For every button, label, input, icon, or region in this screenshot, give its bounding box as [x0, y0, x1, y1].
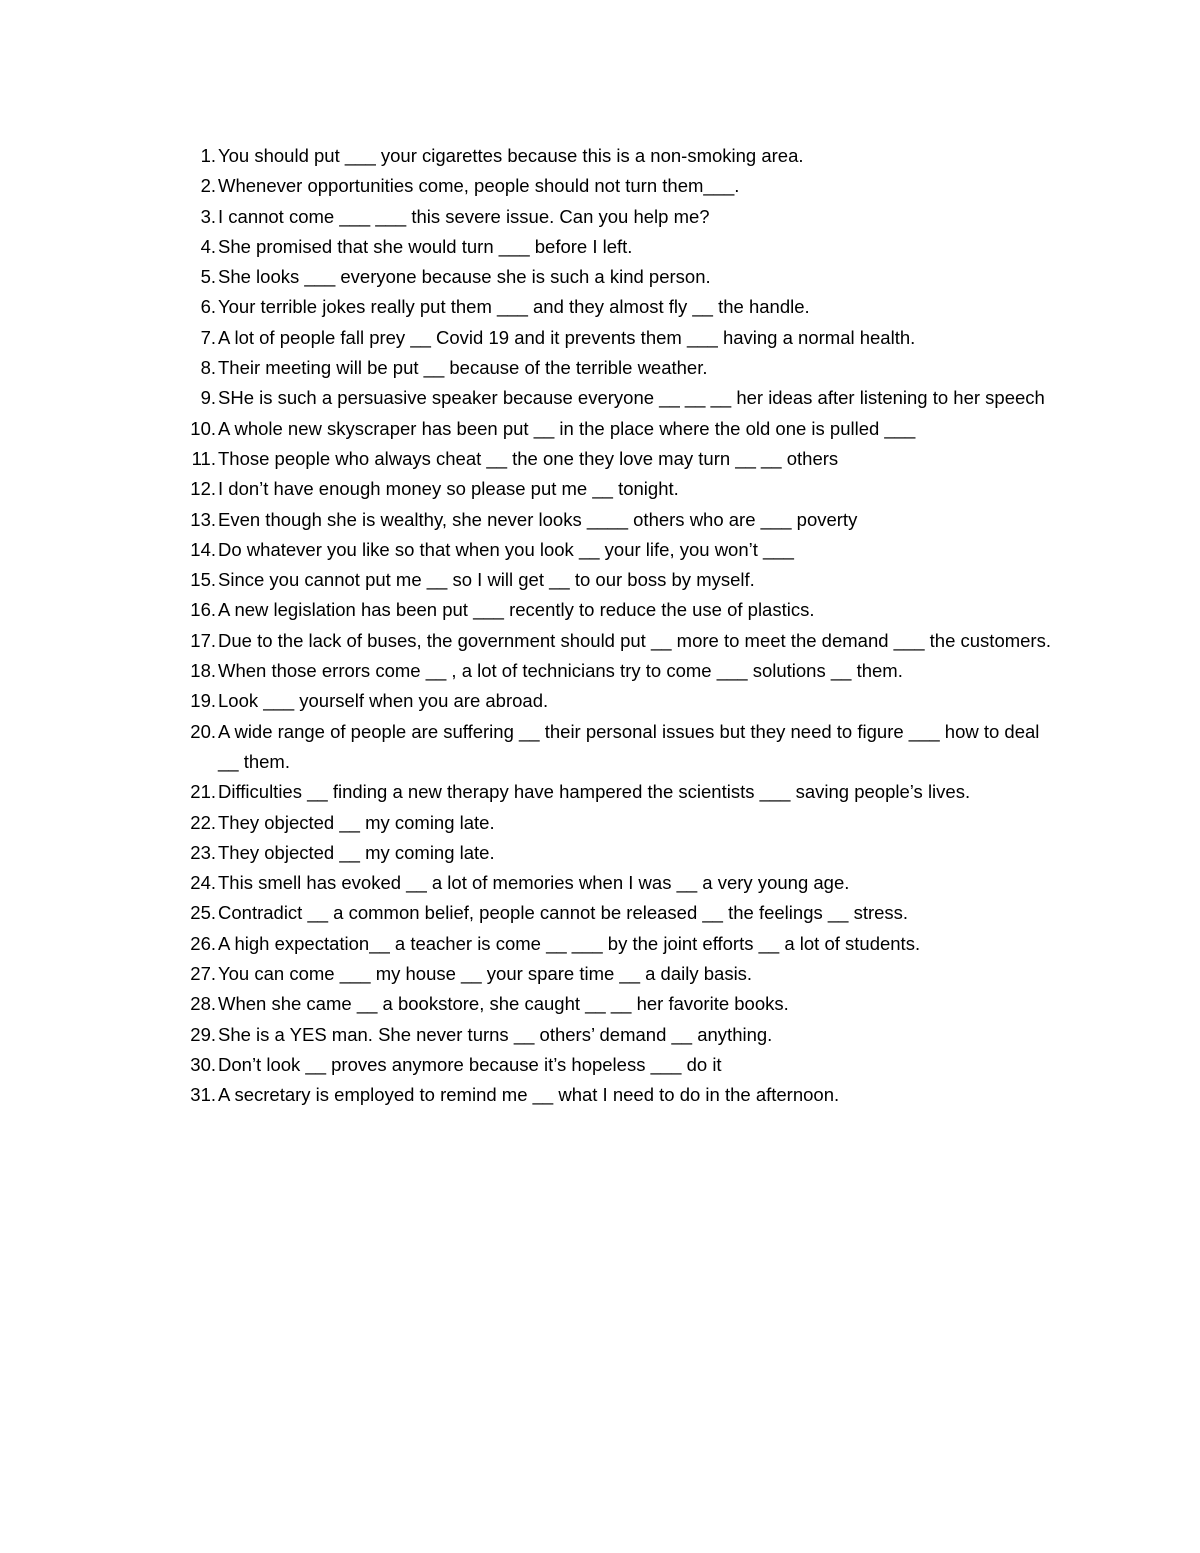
item-text: This smell has evoked __ a lot of memories when I was __ a very young age. [218, 872, 850, 894]
list-item [170, 868, 1060, 898]
item-text: SHe is such a persuasive speaker because everyone __ __ __ her ideas after listening to her speech [218, 387, 1045, 409]
list-item [170, 959, 1060, 989]
item-number: 28. [190, 993, 216, 1015]
list-item [170, 171, 1060, 201]
item-number: 31. [190, 1084, 216, 1106]
list-item [170, 383, 1060, 413]
list-item [170, 838, 1060, 868]
item-text: Due to the lack of buses, the government should put __ more to meet the demand ___ the customers. [218, 629, 1051, 651]
item-text: I don’t have enough money so please put me __ tonight. [218, 478, 679, 500]
item-number: 6. [200, 296, 216, 318]
item-number: 27. [190, 963, 216, 985]
item-number: 4. [200, 235, 216, 257]
item-text: Do whatever you like so that when you look __ your life, you won’t ___ [218, 538, 794, 560]
item-number: 1. [200, 145, 216, 166]
item-text: A high expectation__ a teacher is come __ ___ by the joint efforts __ a lot of students. [218, 932, 921, 954]
list-item [170, 565, 1060, 595]
list-item [170, 444, 1060, 474]
item-text: When those errors come __ , a lot of technicians try to come ___ solutions __ them. [218, 660, 903, 682]
list-item [170, 292, 1060, 322]
list-item [170, 1080, 1060, 1110]
item-text: Difficulties __ finding a new therapy have hampered the scientists ___ saving people’s lives. [218, 781, 971, 803]
item-text: Your terrible jokes really put them ___ and they almost fly __ the handle. [218, 296, 810, 318]
item-number: 7. [200, 326, 216, 348]
item-text: A lot of people fall prey __ Covid 19 and it prevents them ___ having a normal health. [218, 326, 916, 348]
exercise-list [170, 141, 1060, 1111]
item-number: 10. [190, 417, 216, 439]
item-number: 5. [200, 266, 216, 288]
item-number: 23. [190, 841, 216, 863]
list-item [170, 717, 1060, 778]
item-number: 30. [190, 1053, 216, 1075]
list-item [170, 202, 1060, 232]
item-text: She looks ___ everyone because she is such a kind person. [218, 266, 711, 288]
list-item [170, 323, 1060, 353]
item-number: 21. [190, 781, 216, 803]
list-item [170, 898, 1060, 928]
item-number: 3. [200, 205, 216, 227]
list-item [170, 686, 1060, 716]
list-item [170, 595, 1060, 625]
list-item [170, 414, 1060, 444]
list-item [170, 808, 1060, 838]
list-item [170, 505, 1060, 535]
item-text: Look ___ yourself when you are abroad. [218, 690, 549, 712]
item-number: 20. [190, 720, 216, 742]
item-text: A whole new skyscraper has been put __ in the place where the old one is pulled ___ [218, 417, 916, 439]
item-text: She promised that she would turn ___ before I left. [218, 235, 633, 257]
item-number: 16. [190, 599, 216, 621]
item-text: You should put ___ your cigarettes because this is a non-smoking area. [218, 145, 804, 166]
list-item [170, 1050, 1060, 1080]
item-number: 19. [190, 690, 216, 712]
item-text: I cannot come ___ ___ this severe issue. Can you help me? [218, 205, 710, 227]
item-number: 14. [190, 538, 216, 560]
item-number: 26. [190, 932, 216, 954]
item-text: Whenever opportunities come, people should not turn them___. [218, 175, 740, 197]
item-text: They objected __ my coming late. [218, 841, 495, 863]
item-text: She is a YES man. She never turns __ others’ demand __ anything. [218, 1023, 773, 1045]
list-item [170, 1020, 1060, 1050]
item-text: A secretary is employed to remind me __ what I need to do in the afternoon. [218, 1084, 840, 1106]
item-number: 29. [190, 1023, 216, 1045]
item-number: 11. [191, 447, 216, 469]
item-text: A wide range of people are suffering __ their personal issues but they need to figure ___ how to deal __ them. [218, 720, 1040, 772]
item-text: They objected __ my coming late. [218, 811, 495, 833]
item-text: Don’t look __ proves anymore because it’s hopeless ___ do it [218, 1053, 722, 1075]
item-number: 17. [190, 629, 216, 651]
item-number: 18. [190, 660, 216, 682]
item-number: 24. [190, 872, 216, 894]
list-item [170, 929, 1060, 959]
list-item [170, 232, 1060, 262]
list-item [170, 262, 1060, 292]
item-text: Those people who always cheat __ the one they love may turn __ __ others [218, 447, 839, 469]
list-item [170, 474, 1060, 504]
item-text: When she came __ a bookstore, she caught __ __ her favorite books. [218, 993, 789, 1015]
list-item [170, 656, 1060, 686]
list-item [170, 777, 1060, 807]
list-item [170, 989, 1060, 1019]
item-number: 13. [190, 508, 216, 530]
item-number: 22. [190, 811, 216, 833]
item-text: Since you cannot put me __ so I will get __ to our boss by myself. [218, 569, 755, 591]
item-number: 12. [190, 478, 216, 500]
list-item [170, 626, 1060, 656]
item-text: A new legislation has been put ___ recently to reduce the use of plastics. [218, 599, 815, 621]
item-text: Contradict __ a common belief, people cannot be released __ the feelings __ stress. [218, 902, 909, 924]
item-number: 2. [200, 175, 216, 197]
list-item [170, 353, 1060, 383]
item-number: 15. [190, 569, 216, 591]
item-number: 25. [190, 902, 216, 924]
item-number: 8. [200, 357, 216, 379]
list-item [170, 535, 1060, 565]
item-text: You can come ___ my house __ your spare time __ a daily basis. [218, 963, 753, 985]
list-item [170, 141, 1060, 171]
item-number: 9. [200, 387, 216, 409]
item-text: Their meeting will be put __ because of the terrible weather. [218, 357, 708, 379]
item-text: Even though she is wealthy, she never looks ____ others who are ___ poverty [218, 508, 858, 530]
